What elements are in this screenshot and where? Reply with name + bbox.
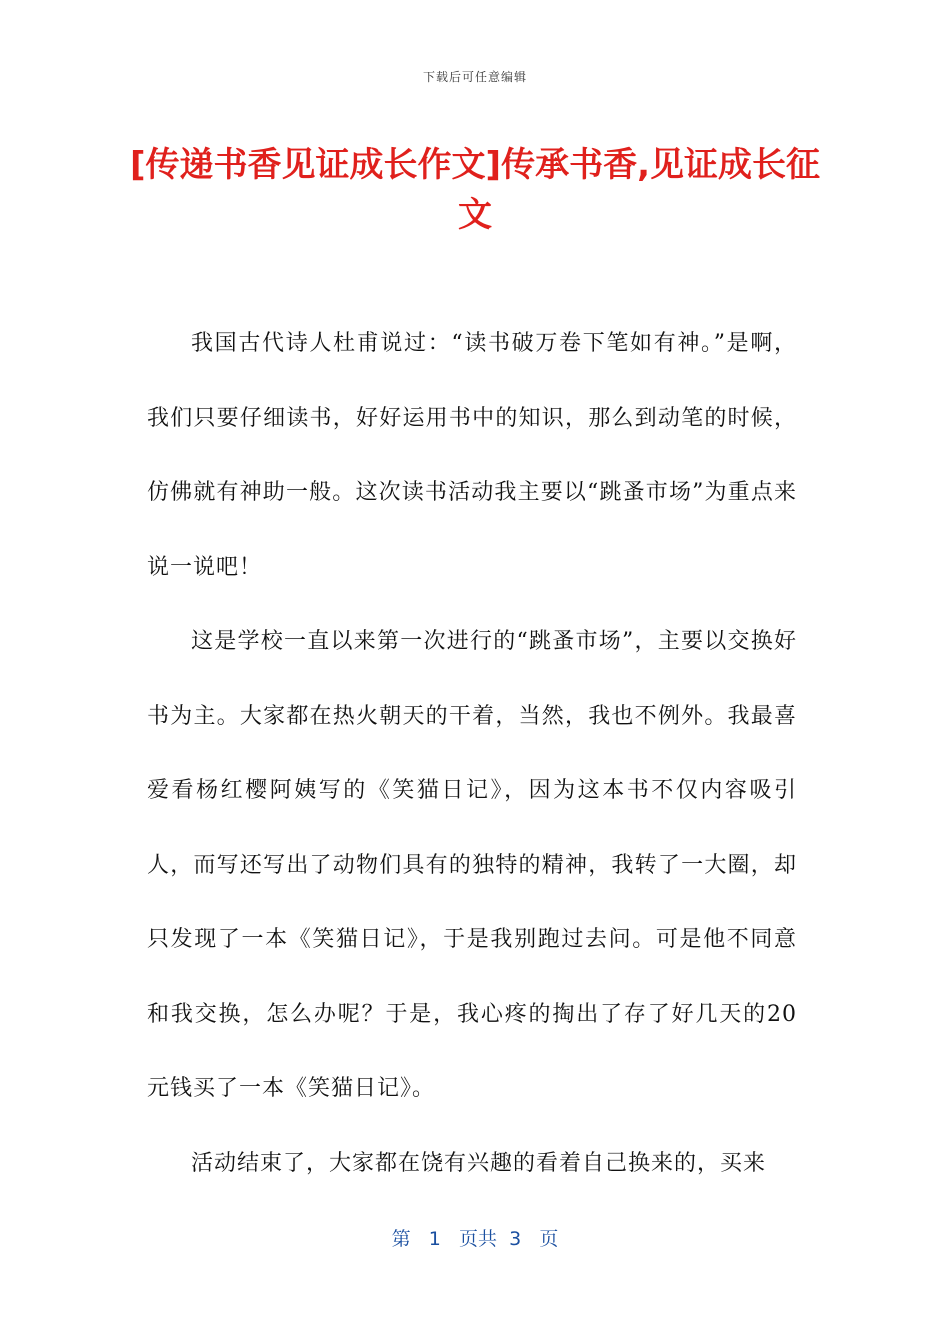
page-footer xyxy=(0,1224,950,1251)
footer-label-middle: 页共 xyxy=(459,1228,498,1250)
footer-label-suffix: 页 xyxy=(539,1228,559,1250)
document-body xyxy=(147,307,797,1201)
paragraph-1: 我国古代诗人杜甫说过：“读书破万卷下笔如有神。”是啊，我们只要仔细读书，好好运用书中的知识，那么到动笔的时候，仿佛就有神助一般。这次读书活动我主要以“跳蚤市场”为重点来说一说吧！ xyxy=(147,331,797,580)
paragraph-2: 这是学校一直以来第一次进行的“跳蚤市场”，主要以交换好书为主。大家都在热火朝天的干着，当然，我也不例外。我最喜爱看杨红樱阿姨写的《笑猫日记》，因为这本书不仅内容吸引人，而写还写出了动物们具有的独特的精神，我转了一大圈，却只发现了一本《笑猫日记》，于是我别跑过去问。可是他不同意和我交换，怎么办呢？于是，我心疼的掏出了存了好几天的20元钱买了一本《笑猫日记》。 xyxy=(147,629,797,1101)
footer-label-prefix: 第 xyxy=(391,1228,411,1250)
document-title: [传递书香见证成长作文]传承书香,见证成长征文 xyxy=(130,145,820,235)
header-note: 下载后可任意编辑 xyxy=(422,70,527,84)
footer-current-page: 1 xyxy=(428,1228,441,1250)
paragraph-3: 活动结束了，大家都在饶有兴趣的看着自己换来的，买来 xyxy=(191,1150,767,1176)
footer-total-pages: 3 xyxy=(509,1228,522,1250)
